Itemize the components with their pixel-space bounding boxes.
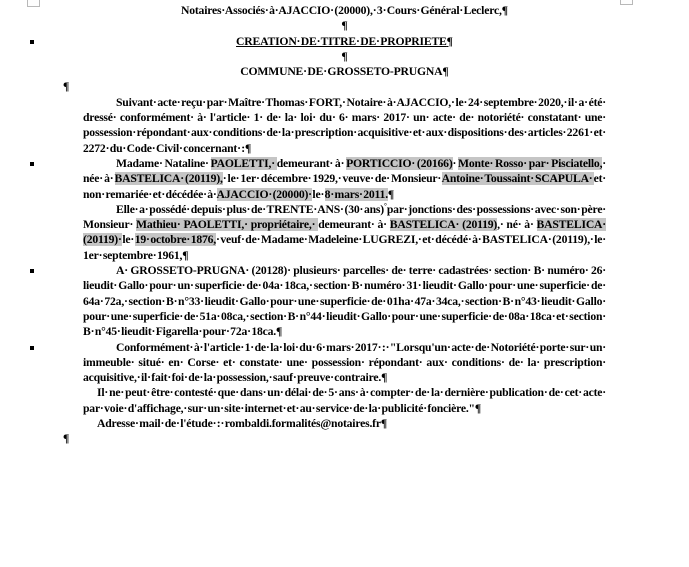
highlighted-text-run[interactable]: BASTELICA· (20119) [389, 218, 498, 232]
empty-line[interactable] [83, 18, 606, 33]
underlined-text [236, 35, 453, 48]
page-boundary-mark-right [620, 0, 633, 5]
highlighted-text-run[interactable]: Antoine· Toussaint· SCAPULA· [441, 172, 594, 186]
list-bullet-icon [30, 40, 34, 44]
document-body[interactable] [63, 3, 607, 447]
empty-line[interactable] [83, 49, 606, 64]
para-possession[interactable] [83, 202, 606, 263]
pilcrow-mark: ¶ [182, 248, 189, 262]
text-run[interactable]: · née· à· [83, 156, 606, 186]
pilcrow-mark: ¶ [63, 80, 70, 94]
pilcrow-mark: ¶ [501, 4, 509, 17]
para-contestation[interactable] [83, 385, 606, 416]
empty-line[interactable] [63, 79, 606, 94]
highlighted-text-run[interactable]: PAOLETTI,· [210, 156, 277, 170]
pilcrow-mark: ¶ [442, 65, 449, 79]
pilcrow-mark: ¶ [380, 417, 388, 431]
commune-title[interactable] [83, 64, 606, 79]
text-run[interactable]: Notaires· Associés· à· AJACCIO· (20000),· 3· Cours· Général· Leclerc, [180, 4, 502, 17]
empty-line[interactable] [63, 431, 606, 446]
text-run[interactable]: · le· 1er· décembre· 1929,· veuve· de· Monsieur· [222, 172, 442, 186]
para-email[interactable] [83, 416, 606, 431]
para-parcelles[interactable] [83, 263, 606, 339]
text-run[interactable]: · veuf· de· Madame· Madeleine· LUGREZI,· et· décédé· à· BASTELICA· (20119),· le· 1er· septembre· 1961, [83, 233, 606, 262]
pilcrow-mark: ¶ [381, 371, 388, 385]
highlighted-text-run[interactable]: BASTELICA· (20119), [114, 172, 223, 186]
pilcrow-mark: ¶ [275, 325, 283, 339]
list-bullet-icon [30, 346, 34, 350]
superscript-mark[interactable]: ° [383, 201, 387, 210]
highlighted-text-run[interactable]: BASTELICA· (20119)· [83, 218, 606, 247]
text-run[interactable]: Suivant· acte· reçu· par· Maître· Thomas· FORT,· Notaire· à· AJACCIO,· le· 24· septembre· 2020,· il· a· été· dressé· conformément· à· l'article· 1· de· la· loi· du· 6· mars· 2017· un· acte· de· notoriété· constatant· une· possession· répondant· aux· conditions· de· la· prescription· acquisitive· et· aux· dispositions· des· articles· 2261· et· 2272· du· Code· Civil· concernant· : [83, 95, 606, 155]
text-run[interactable]: Conformément· à· l'article· 1· de· la· loi· du· 6· mars· 2017· :· "Lorsqu'un· acte· de· Notoriété· porte· sur· un· immeuble· situé· en· Corse· et· constate· une· possession· répondant· aux· conditions· de· la· prescription· acquisitive,· il· fait· foi· de· la· possession,· sauf· preuve· contraire. [83, 340, 606, 385]
highlighted-text-run[interactable]: Monte· Rosso· par· Pisciatello, [458, 156, 603, 170]
pilcrow-mark: ¶ [245, 141, 252, 155]
pilcrow-mark: ¶ [474, 401, 482, 415]
text-run[interactable]: Adresse· mail· de· l'étude· :· rombaldi.formalités@notaires.fr [97, 417, 381, 431]
para-acte-recu[interactable] [83, 95, 606, 156]
text-run[interactable]: le· [312, 187, 325, 201]
highlighted-text-run[interactable]: 19· octobre· 1876, [134, 233, 216, 247]
list-bullet-icon [30, 162, 34, 166]
text-run[interactable]: ,· né· à· [497, 218, 537, 232]
text-run[interactable]: demeurant· à· [318, 218, 390, 232]
para-conformement[interactable] [83, 340, 606, 386]
pilcrow-mark: ¶ [63, 432, 70, 446]
pilcrow-mark: ¶ [341, 19, 348, 33]
text-run[interactable]: Elle· a· possédé· depuis· plus· de· TRENTE· ANS· (30· ans) [116, 202, 384, 216]
text-run[interactable]: par· jonctions· des· possessions· avec· son· père· Monsieur· [83, 202, 607, 232]
doc-title[interactable] [83, 34, 606, 49]
text-run[interactable]: A· GROSSETO-PRUGNA· (20128)· plusieurs· parcelles· de· terre· cadastrées· section· B· numéro· 26· lieudit· Gallo· pour· un· superficie· de· 04a· 18ca,· section· B· numéro· 31· lieudit· Gallo· pour· une· superficie· de· 64a· 72a,· section· B· n°33· lieudit· Gallo· pour· une· superficie· de· 01ha· 47a· 34ca,· section· B· n°43· lieudit· Gallo· pour· une· superficie· de· 51a· 08ca,· section· B· n°44· lieudit· Gallo· pour· une· superficie· de· 08a· 18ca· et· section· B· n°45· lieudit· Figarella· pour· 72a· 18ca. [83, 264, 606, 339]
page-boundary-mark-left [27, 0, 40, 7]
office-address-line[interactable] [83, 3, 606, 18]
text-run[interactable]: COMMUNE· DE· GROSSETO-PRUGNA [240, 65, 443, 79]
text-run[interactable]: demeurant· à· [276, 156, 347, 170]
text-run[interactable]: Il· ne· peut· être· contesté· que· dans· un· délai· de· 5· ans· à· compter· de· la· dernière· publication· de· cet· acte· par· voie· d'affichage,· sur· un· site· internet· et· au· service· de· la· publicité· foncière." [83, 386, 606, 415]
para-madame-paoletti[interactable] [83, 156, 606, 202]
highlighted-text-run[interactable]: Mathieu· PAOLETTI,· propriétaire,· [136, 218, 319, 232]
highlighted-text-run[interactable]: PORTICCIO· (20166) [346, 156, 453, 170]
highlighted-text-run[interactable]: 8· mars· 2011. [324, 187, 388, 201]
text-run[interactable]: et· non· remariée· et· décédée· à· [83, 172, 606, 201]
text-run[interactable]: Madame· Nataline· [116, 156, 211, 170]
list-bullet-icon [30, 269, 34, 273]
pilcrow-mark: ¶ [446, 34, 453, 48]
text-run[interactable]: le· [122, 233, 135, 247]
pilcrow-mark: ¶ [341, 49, 348, 63]
pilcrow-mark: ¶ [387, 187, 395, 201]
text-run[interactable]: CREATION· DE· TITRE· DE· PROPRIETE [236, 34, 447, 48]
text-run[interactable]: · [452, 156, 459, 170]
highlighted-text-run[interactable]: AJACCIO· (20000)· [216, 187, 313, 201]
